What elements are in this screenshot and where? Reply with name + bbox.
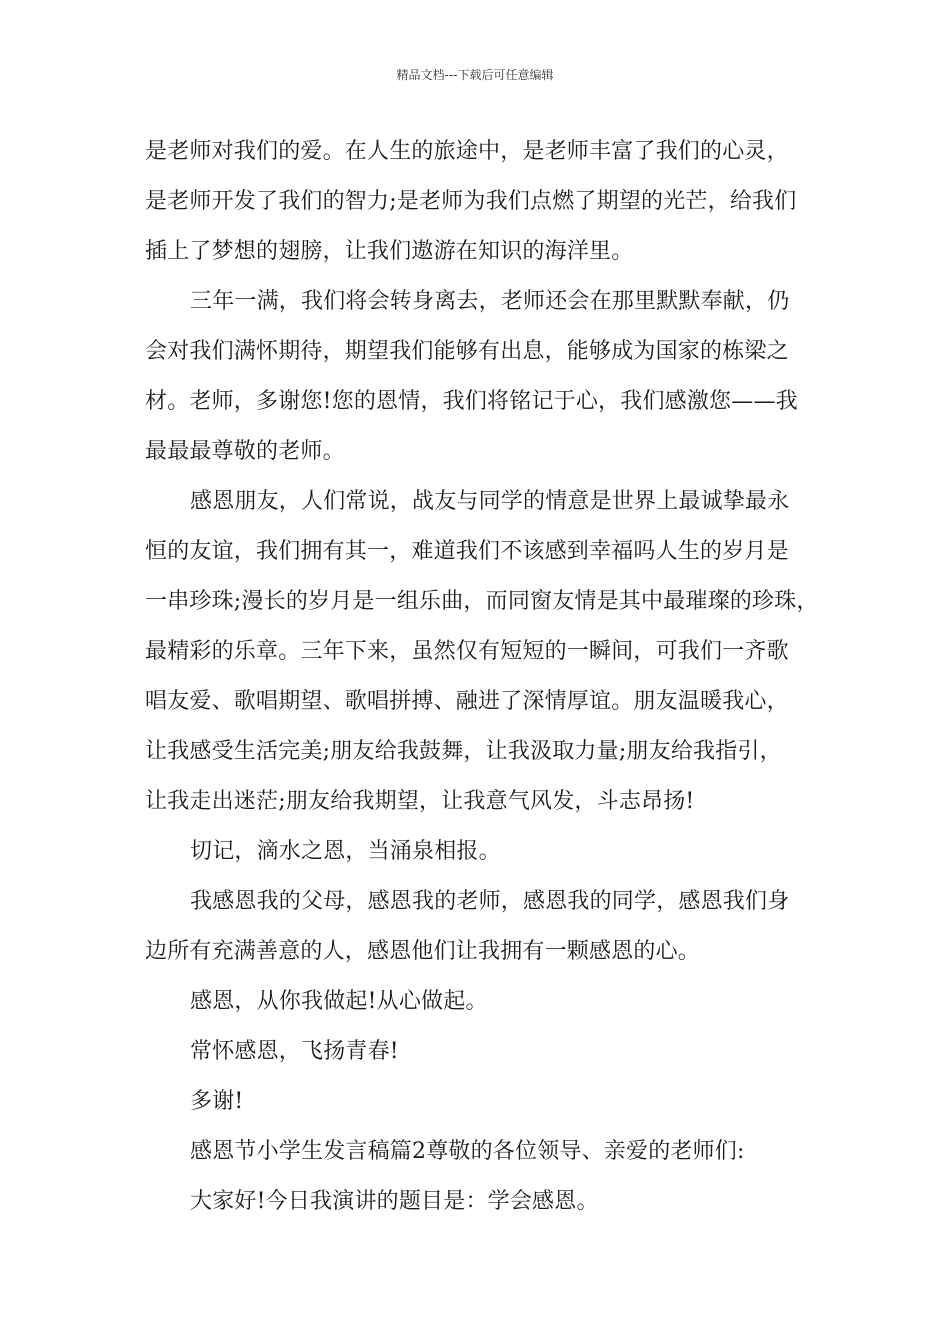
text-line: 多谢!	[190, 1089, 244, 1114]
text-line: 三年一满，我们将会转身离去，老师还会在那里默默奉献，仍	[190, 289, 790, 314]
text-line: 感恩节小学生发言稿篇2尊敬的各位领导、亲爱的老师们:	[190, 1139, 745, 1164]
text-line: 是老师开发了我们的智力;是老师为我们点燃了期望的光芒，给我们	[145, 189, 797, 214]
paragraph-thanks	[145, 1077, 813, 1127]
text-line: 我感恩我的父母，感恩我的老师，感恩我的同学，感恩我们身	[190, 889, 790, 914]
text-line: 感恩朋友，人们常说，战友与同学的情意是世界上最诚挚最永	[190, 489, 790, 514]
text-line: 是老师对我们的爱。在人生的旅途中，是老师丰富了我们的心灵，	[145, 139, 789, 164]
paragraph-thank-friends	[145, 477, 819, 827]
paragraph-teacher-love	[145, 127, 813, 277]
text-line: 大家好!今日我演讲的题目是：学会感恩。	[190, 1189, 599, 1214]
paragraph-gratitude	[145, 877, 813, 977]
text-line: 恒的友谊，我们拥有其一，难道我们不该感到幸福吗人生的岁月是	[145, 539, 789, 564]
text-line: 插上了梦想的翅膀，让我们遨游在知识的海洋里。	[145, 239, 634, 264]
text-line: 让我感受生活完美;朋友给我鼓舞，让我汲取力量;朋友给我指引，	[145, 739, 782, 764]
page-header: 精品文档---下载后可任意编辑	[396, 68, 554, 82]
paragraph-start-from-us	[145, 977, 813, 1027]
document-body	[145, 127, 819, 1227]
paragraph-greeting	[145, 1177, 813, 1227]
text-line: 让我走出迷茫;朋友给我期望，让我意气风发，斗志昂扬!	[145, 789, 695, 814]
paragraph-speech-title	[145, 1127, 813, 1177]
text-line: 感恩，从你我做起!从心做起。	[190, 989, 488, 1014]
text-line: 唱友爱、歌唱期望、歌唱拼搏、融进了深情厚谊。朋友温暖我心，	[145, 689, 789, 714]
paragraph-youth	[145, 1027, 813, 1077]
text-line: 最精彩的乐章。三年下来，虽然仅有短短的一瞬间，可我们一齐歌	[145, 639, 789, 664]
paragraph-remember	[145, 827, 813, 877]
text-line: 最最最尊敬的老师。	[145, 439, 345, 464]
text-line: 边所有充满善意的人，感恩他们让我拥有一颗感恩的心。	[145, 939, 701, 964]
text-line: 常怀感恩，飞扬青春!	[190, 1039, 399, 1064]
text-line: 材。老师，多谢您!您的恩情，我们将铭记于心，我们感激您——我	[145, 389, 798, 414]
text-line: 会对我们满怀期待，期望我们能够有出息，能够成为国家的栋梁之	[145, 339, 789, 364]
text-line: 切记，滴水之恩，当涌泉相报。	[190, 839, 501, 864]
text-line: 一串珍珠;漫长的岁月是一组乐曲，而同窗友情是其中最璀璨的珍珠，	[145, 589, 819, 614]
paragraph-three-years	[145, 277, 813, 477]
